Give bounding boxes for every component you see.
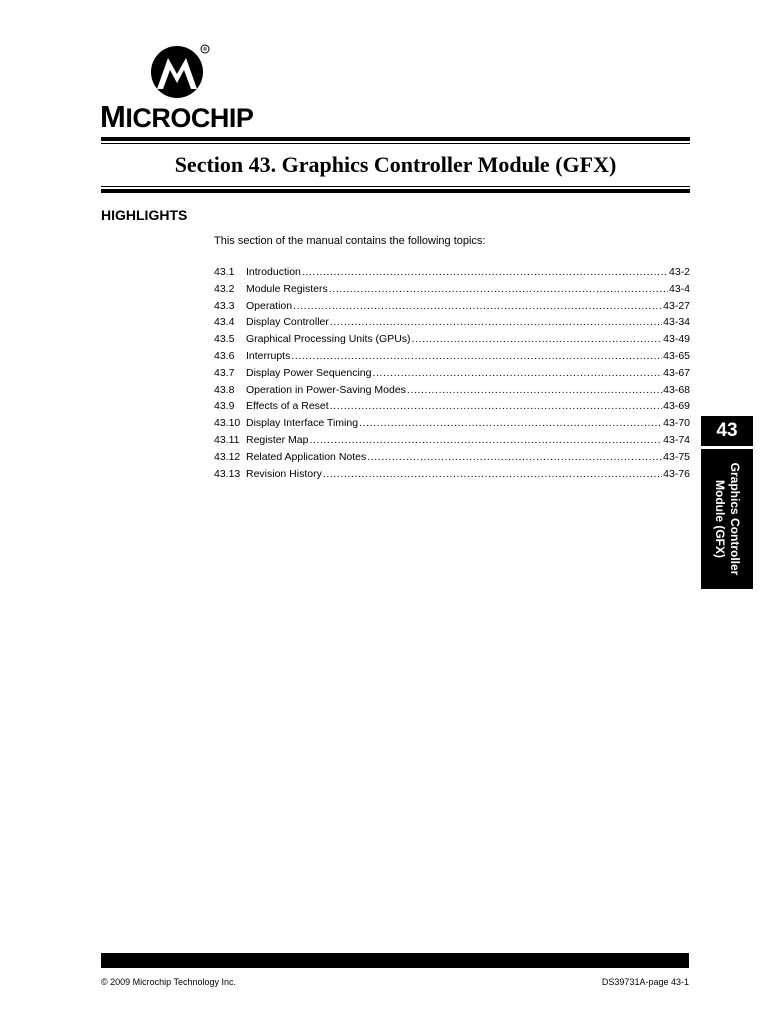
toc-leader-dots: [329, 281, 668, 298]
toc-entry: [214, 382, 690, 399]
toc-entry-title: Operation in Power-Saving Modes: [246, 383, 406, 396]
toc-entry-title: Register Map: [246, 433, 309, 446]
toc-leader-dots: [309, 432, 662, 449]
toc-entry: [214, 365, 690, 382]
toc-entry-number: 43.4: [214, 316, 235, 329]
toc-entry-title: Display Power Sequencing: [246, 366, 372, 379]
footer-copyright: © 2009 Microchip Technology Inc.: [101, 977, 237, 987]
toc-entry-page: 43-74: [663, 433, 690, 446]
microchip-wordmark: MICROCHIP: [100, 99, 254, 134]
toc-entry-number: 43.6: [214, 349, 235, 362]
toc-entry-page: 43-34: [663, 316, 690, 329]
toc-leader-dots: [407, 382, 662, 399]
toc-entry-number: 43.12: [214, 450, 241, 463]
highlights-heading: HIGHLIGHTS: [101, 207, 188, 223]
toc-entry-title: Interrupts: [246, 349, 291, 362]
toc-entry-number: 43.9: [214, 400, 235, 413]
toc-entry-page: 43-4: [668, 282, 690, 295]
toc-entry-title: Display Controller: [246, 316, 329, 329]
highlights-intro: This section of the manual contains the following topics:: [214, 235, 486, 247]
toc-entry-number: 43.2: [214, 282, 235, 295]
toc-entry-number: 43.3: [214, 299, 235, 312]
table-of-contents: [214, 264, 690, 482]
toc-leader-dots: [330, 314, 662, 331]
section-tab-label-line2: Module (GFX): [713, 480, 727, 558]
toc-leader-dots: [302, 264, 668, 281]
toc-entry: [214, 264, 690, 281]
toc-entry-title: Graphical Processing Units (GPUs): [246, 333, 411, 346]
toc-entry-page: 43-49: [663, 333, 690, 346]
toc-leader-dots: [323, 466, 662, 483]
toc-entry-page: 43-69: [663, 400, 690, 413]
header-rule-bottom-thick: [101, 189, 690, 193]
toc-entry-page: 43-67: [663, 366, 690, 379]
toc-entry-page: 43-27: [663, 299, 690, 312]
toc-entry: [214, 415, 690, 432]
toc-leader-dots: [373, 365, 663, 382]
toc-leader-dots: [412, 331, 663, 348]
toc-leader-dots: [359, 415, 662, 432]
page-title: Section 43. Graphics Controller Module (GFX): [174, 152, 617, 177]
toc-entry-page: 43-70: [663, 417, 690, 430]
registered-mark: ®: [202, 47, 208, 54]
toc-entry: [214, 331, 690, 348]
toc-entry-title: Related Application Notes: [246, 450, 367, 463]
toc-entry-number: 43.1: [214, 266, 235, 278]
section-tab-number: 43: [701, 416, 753, 446]
toc-entry-number: 43.10: [214, 417, 241, 430]
toc-entry-number: 43.8: [214, 383, 235, 396]
toc-entry: [214, 432, 690, 449]
microchip-logo-icon: [148, 44, 210, 98]
toc-entry-page: 43-68: [663, 383, 690, 396]
header-rule-top-thick: [101, 137, 690, 141]
footer-bar: [101, 953, 689, 968]
header-rule-bottom-thin: [101, 186, 690, 187]
toc-entry: [214, 314, 690, 331]
toc-leader-dots: [293, 298, 662, 315]
toc-entry-number: 43.11: [214, 433, 240, 446]
toc-entry: [214, 449, 690, 466]
toc-entry-page: 43-2: [668, 266, 690, 278]
toc-entry-title: Introduction: [246, 266, 301, 278]
toc-entry-title: Operation: [246, 299, 293, 312]
toc-entry: [214, 398, 690, 415]
toc-entry-title: Revision History: [246, 467, 322, 480]
toc-entry-page: 43-75: [663, 450, 690, 463]
toc-entry-number: 43.13: [214, 467, 241, 480]
toc-entry-title: Module Registers: [246, 282, 328, 295]
footer-page-number: DS39731A-page 43-1: [601, 977, 689, 987]
toc-entry-page: 43-65: [663, 349, 690, 362]
toc-entry: [214, 281, 690, 298]
section-tab: [701, 449, 753, 589]
toc-leader-dots: [367, 449, 662, 466]
toc-leader-dots: [330, 398, 662, 415]
toc-leader-dots: [291, 348, 662, 365]
toc-entry-page: 43-76: [663, 467, 690, 480]
toc-entry: [214, 348, 690, 365]
toc-entry-number: 43.7: [214, 366, 235, 379]
section-tab-label-line1: Graphics Controller: [728, 462, 742, 576]
section-tab-label: [712, 449, 742, 589]
toc-entry: [214, 466, 690, 483]
toc-entry-title: Display Interface Timing: [246, 417, 359, 430]
toc-entry-title: Effects of a Reset: [246, 400, 329, 413]
header-rule-top-thin: [101, 143, 690, 144]
toc-entry-number: 43.5: [214, 333, 235, 346]
microchip-logo: [100, 42, 270, 137]
toc-entry: [214, 298, 690, 315]
